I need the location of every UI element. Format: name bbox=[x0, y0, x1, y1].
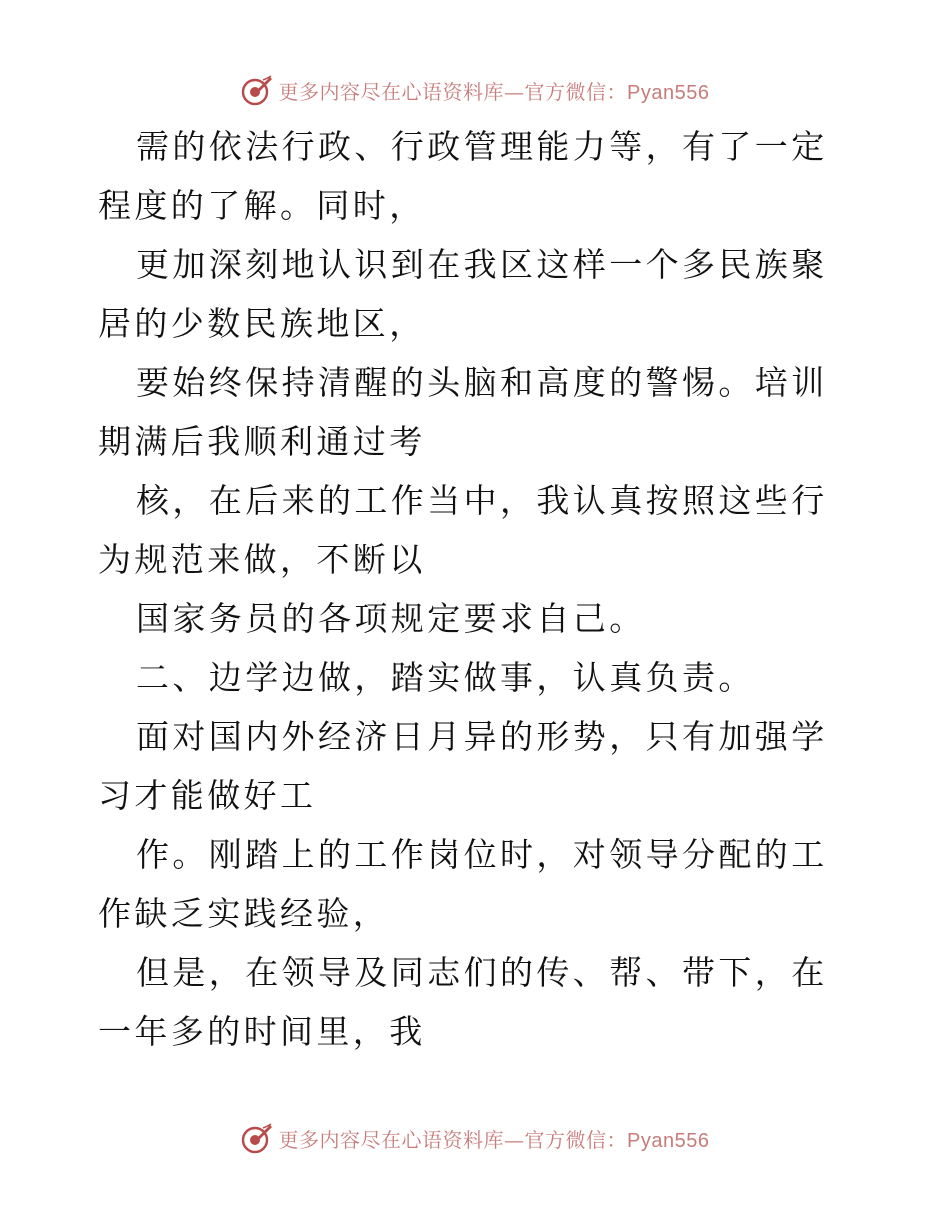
document-body bbox=[98, 117, 858, 1061]
paragraph: 国家务员的各项规定要求自己。 bbox=[136, 599, 646, 638]
paragraph: 更加深刻地认识到在我区这样一个多民族聚居的少数民族地区， bbox=[98, 245, 828, 343]
quill-logo-icon bbox=[241, 74, 273, 106]
paragraph: 核，在后来的工作当中，我认真按照这些行为规范来做，不断以 bbox=[98, 481, 828, 579]
footer-watermark-banner bbox=[0, 1118, 950, 1158]
section-heading: 二、边学边做，踏实做事，认真负责。 bbox=[136, 658, 755, 697]
paragraph: 面对国内外经济日月异的形势，只有加强学习才能做好工 bbox=[98, 717, 828, 815]
footer-wechat-id: Pyan556 bbox=[627, 1129, 710, 1152]
header-wechat-id: Pyan556 bbox=[627, 81, 710, 104]
quill-logo-icon bbox=[241, 1122, 273, 1154]
paragraph: 要始终保持清醒的头脑和高度的警惕。培训期满后我顺利通过考 bbox=[98, 363, 828, 461]
footer-watermark-text: 更多内容尽在心语资料库—官方微信：Pyan556 bbox=[278, 1127, 710, 1152]
header-watermark-text: 更多内容尽在心语资料库—官方微信：Pyan556 bbox=[278, 79, 710, 104]
paragraph: 需的依法行政、行政管理能力等，有了一定程度的了解。同时， bbox=[98, 127, 828, 225]
paragraph: 但是，在领导及同志们的传、帮、带下，在一年多的时间里，我 bbox=[98, 953, 828, 1051]
header-watermark-banner bbox=[0, 70, 950, 110]
paragraph: 作。刚踏上的工作岗位时，对领导分配的工作缺乏实践经验， bbox=[98, 835, 828, 933]
